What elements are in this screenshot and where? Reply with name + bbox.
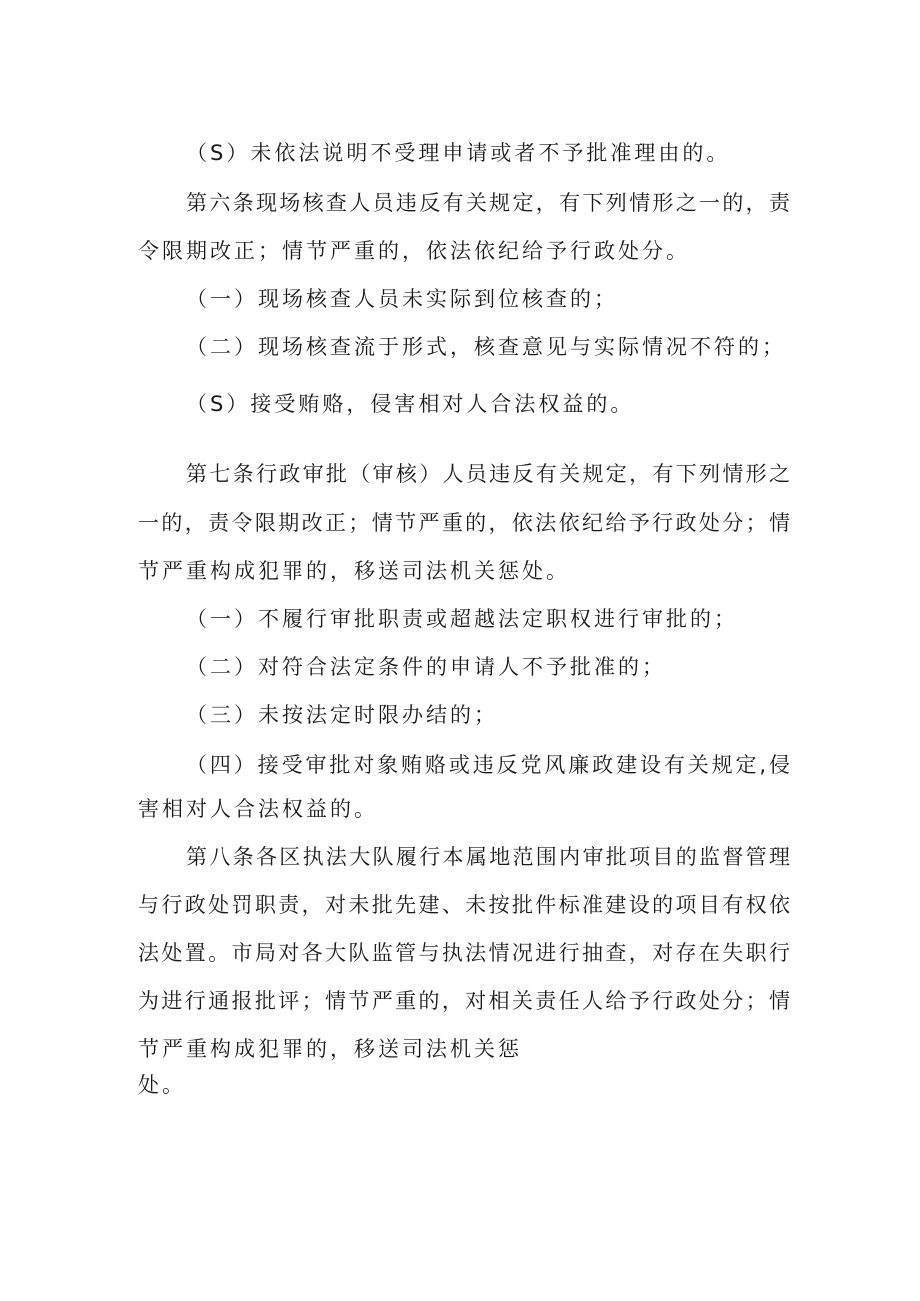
paragraph-line: （二）现场核查流于形式，核查意见与实际情况不符的； — [186, 335, 786, 359]
paragraph-line: 第六条现场核查人员违反有关规定，有下列情形之一的，责 — [186, 191, 790, 215]
paragraph-line: 第八条各区执法大队履行本属地范围内审批项目的监督管理 — [186, 845, 790, 869]
paragraph-line: （二）对符合法定条件的申请人不予批准的； — [186, 655, 666, 679]
paragraph-line: （一）现场核查人员未实际到位核查的； — [186, 287, 618, 311]
paragraph-line: 为进行通报批评；情节严重的，对相关责任人给予行政处分；情 — [138, 989, 790, 1013]
paragraph-line: 第七条行政审批（审核）人员违反有关规定，有下列情形之 — [186, 462, 790, 486]
paragraph-line: 处。 — [138, 1073, 186, 1097]
paragraph-line: （一）不履行审批职责或超越法定职权进行审批的； — [186, 607, 738, 631]
paragraph-line: （四）接受审批对象贿赂或违反党风廉政建设有关规定,侵 — [186, 753, 790, 777]
paragraph-line: 法处置。市局对各大队监管与执法情况进行抽查，对存在失职行 — [138, 941, 790, 965]
paragraph-line: 与行政处罚职责，对未批先建、未按批件标准建设的项目有权依 — [138, 893, 790, 917]
paragraph-line: （S）接受贿赂，侵害相对人合法权益的。 — [186, 392, 635, 416]
paragraph-line: 一的，责令限期改正；情节严重的，依法依纪给予行政处分；情 — [138, 511, 790, 535]
paragraph-line: 令限期改正；情节严重的，依法依纪给予行政处分。 — [138, 239, 690, 263]
paragraph-line: 节严重构成犯罪的，移送司法机关惩 — [138, 1037, 522, 1061]
paragraph-line: （三）未按法定时限办结的； — [186, 703, 498, 727]
paragraph-line: （S）未依法说明不受理申请或者不予批准理由的。 — [186, 141, 731, 165]
paragraph-line: 节严重构成犯罪的，移送司法机关惩处。 — [138, 559, 570, 583]
paragraph-line: 害相对人合法权益的。 — [138, 797, 378, 821]
